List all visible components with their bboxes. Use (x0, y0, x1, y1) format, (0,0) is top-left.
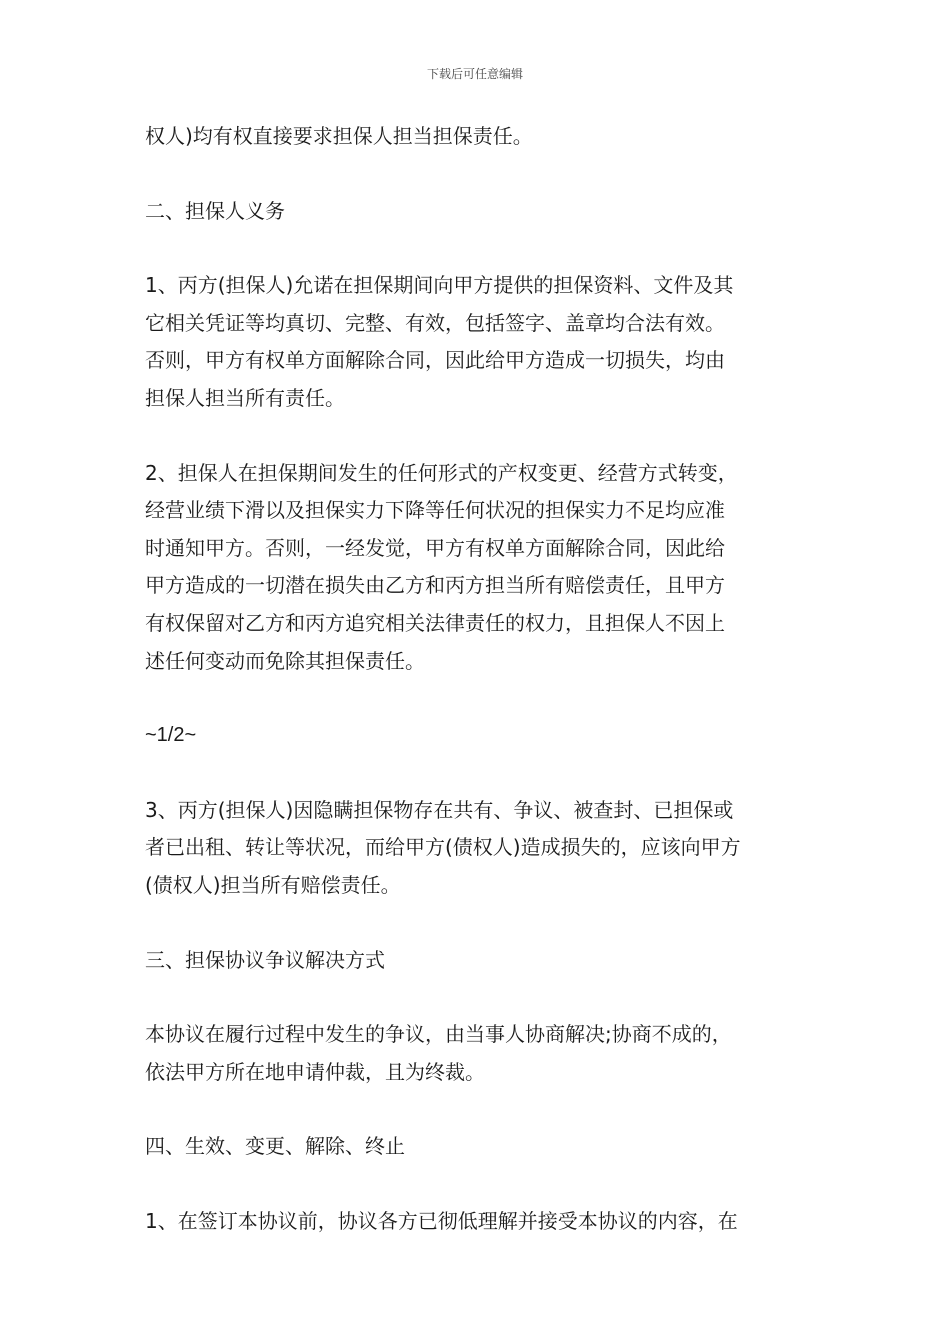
section-heading-guarantor-obligations (145, 193, 813, 231)
text-line: 有权保留对乙方和丙方追究相关法律责任的权力，且担保人不因上 (145, 610, 725, 635)
page-number-marker (145, 717, 813, 755)
text-line: 1、在签订本协议前，协议各方已彻低理解并接受本协议的内容，在 (145, 1208, 738, 1233)
text-line: ~1/2~ (145, 724, 197, 747)
text-line: 时通知甲方。否则，一经发觉，甲方有权单方面解除合同，因此给 (145, 535, 725, 560)
text-line: 担保人担当所有责任。 (145, 385, 345, 410)
clause-2 (145, 455, 813, 681)
clause-3 (145, 792, 813, 905)
text-line: 它相关凭证等均真切、完整、有效，包括签字、盖章均合法有效。 (145, 310, 725, 335)
text-line: 否则，甲方有权单方面解除合同，因此给甲方造成一切损失，均由 (145, 348, 725, 373)
text-line: 2、担保人在担保期间发生的任何形式的产权变更、经营方式转变， (145, 460, 738, 485)
dispute-resolution-paragraph (145, 1016, 813, 1091)
clause-1 (145, 267, 813, 417)
text-line: 述任何变动而免除其担保责任。 (145, 648, 425, 673)
text-line: 经营业绩下滑以及担保实力下降等任何状况的担保实力不足均应准 (145, 498, 725, 523)
text-line: 3、丙方(担保人)因隐瞒担保物存在共有、争议、被查封、已担保或 (145, 797, 734, 822)
text-line: 甲方造成的一切潜在损失由乙方和丙方担当所有赔偿责任，且甲方 (145, 573, 725, 598)
text-line: 四、生效、变更、解除、终止 (145, 1134, 405, 1159)
paragraph-continuation (145, 118, 813, 156)
text-line: 权人)均有权直接要求担保人担当担保责任。 (145, 124, 533, 148)
document-body (145, 118, 813, 1277)
effectiveness-clause-1 (145, 1203, 813, 1241)
text-line: 本协议在履行过程中发生的争议，由当事人协商解决;协商不成的， (145, 1022, 732, 1047)
text-line: 者已出租、转让等状况，而给甲方(债权人)造成损失的，应该向甲方 (145, 835, 741, 860)
page-header-note: 下载后可任意编辑 (426, 67, 523, 81)
section-heading-dispute-resolution (145, 942, 813, 980)
text-line: 二、担保人义务 (145, 198, 285, 223)
text-line: (债权人)担当所有赔偿责任。 (145, 872, 401, 897)
text-line: 1、丙方(担保人)允诺在担保期间向甲方提供的担保资料、文件及其 (145, 273, 734, 298)
text-line: 三、担保协议争议解决方式 (145, 947, 385, 972)
text-line: 依法甲方所在地申请仲裁，且为终裁。 (145, 1059, 485, 1084)
section-heading-effectiveness (145, 1128, 813, 1166)
